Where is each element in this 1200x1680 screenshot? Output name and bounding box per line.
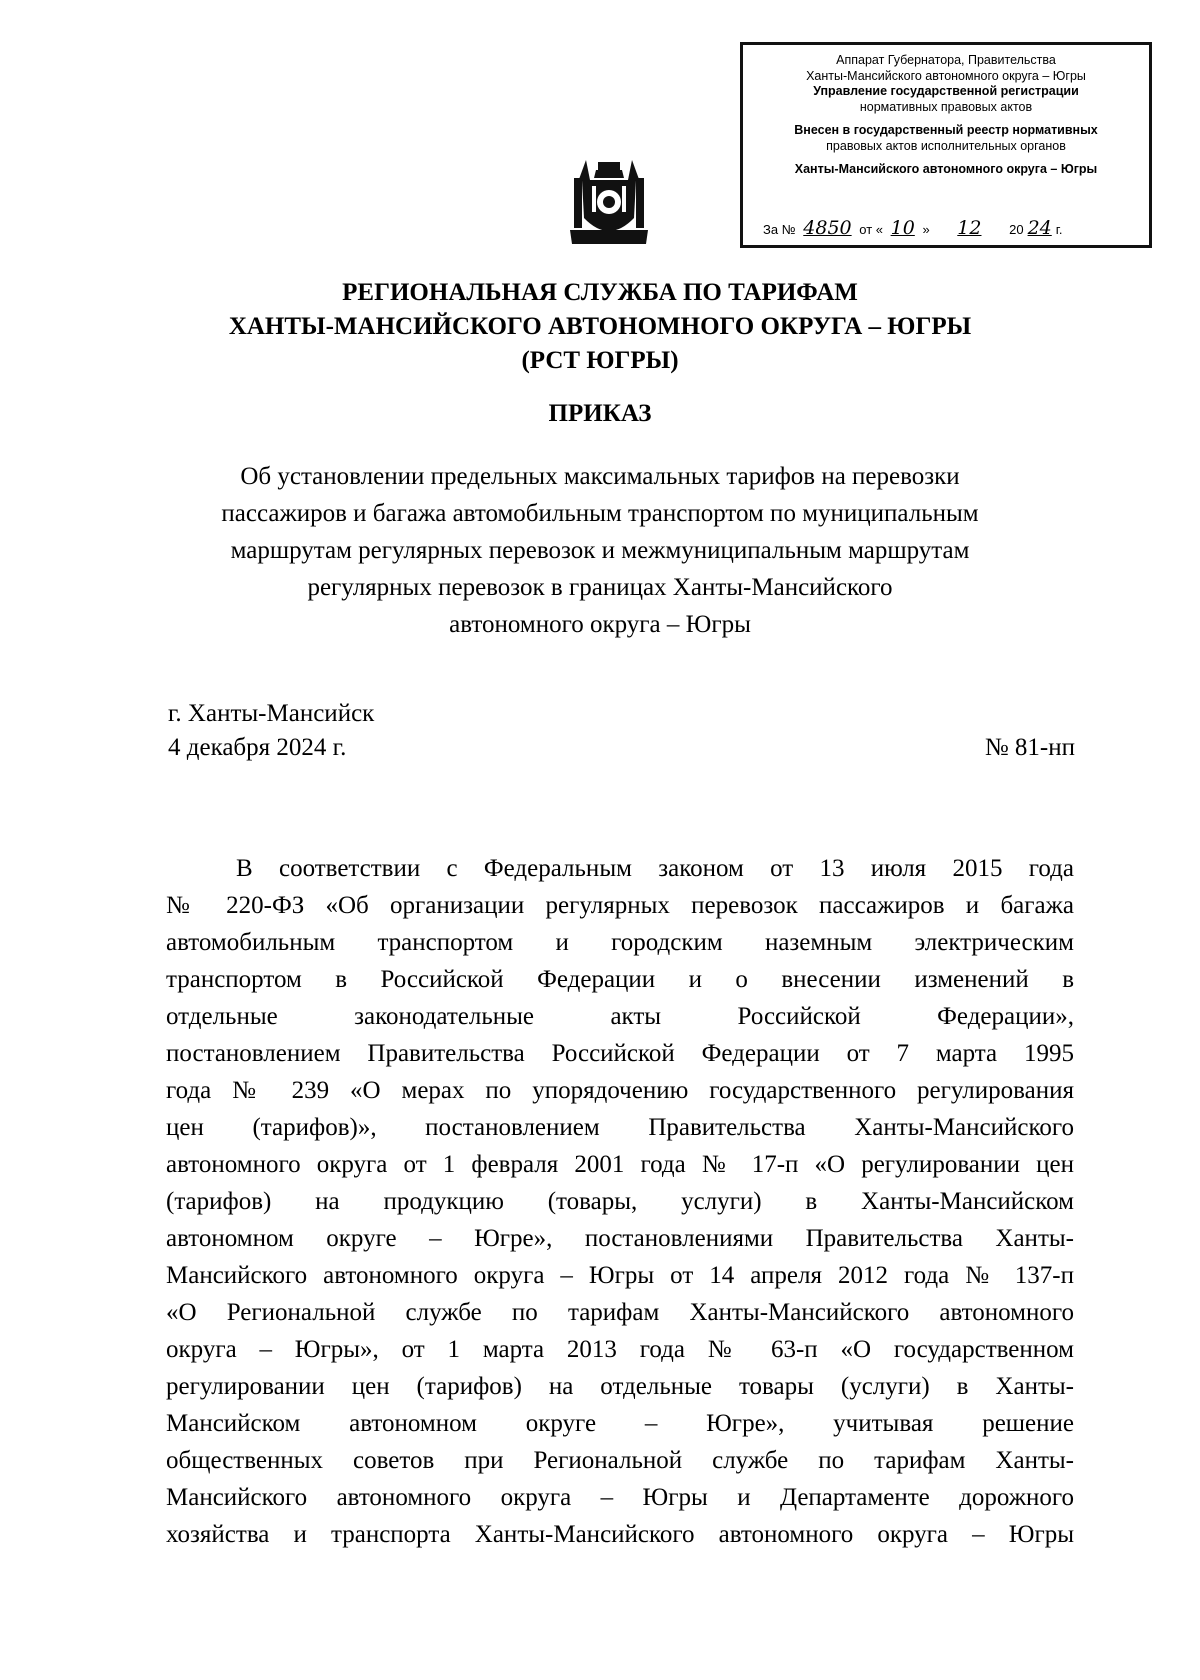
registration-stamp <box>740 42 1152 248</box>
reg-number: 4850 <box>803 216 852 239</box>
stamp-line: Ханты-Мансийского автономного округа – Югры <box>806 68 1086 83</box>
body-line: года № 239 «О мерах по упорядочению государственного регулирования <box>166 1077 1074 1104</box>
body-line: № 220-ФЗ «Об организации регулярных перевозок пассажиров и багажа <box>166 892 1074 919</box>
document-type: ПРИКАЗ <box>548 400 652 427</box>
coat-of-arms-icon <box>568 152 650 248</box>
body-line: Мансийском автономном округе – Югре», учитывая решение <box>166 1410 1074 1437</box>
registration-number-line <box>763 216 1139 239</box>
subject-line: маршрутам регулярных перевозок и межмуниципальным маршрутам <box>230 537 970 564</box>
body-line: Мансийского автономного округа – Югры и Департаменте дорожного <box>166 1484 1074 1511</box>
body-line: отдельные законодательные акты Российской Федерации», <box>166 1003 1074 1030</box>
body-line: В соответствии с Федеральным законом от 13 июля 2015 года <box>236 855 1074 882</box>
body-line: постановлением Правительства Российской Федерации от 7 марта 1995 <box>166 1040 1074 1067</box>
document-subject <box>160 458 1040 643</box>
subject-line: регулярных перевозок в границах Ханты-Мансийского <box>307 574 893 601</box>
subject-line: автономного округа – Югры <box>449 611 751 638</box>
reg-year-suffix: г. <box>1055 221 1063 237</box>
body-line: «О Региональной службе по тарифам Ханты-Мансийского автономного <box>166 1299 1074 1326</box>
body-line: цен (тарифов)», постановлением Правительства Ханты-Мансийского <box>166 1114 1074 1141</box>
reg-day-close: » <box>922 221 930 237</box>
body-line: Мансийского автономного округа – Югры от 14 апреля 2012 года № 137-п <box>166 1262 1074 1289</box>
body-line: (тарифов) на продукцию (товары, услуги) в Ханты-Мансийском <box>166 1188 1074 1215</box>
body-line: округа – Югры», от 1 марта 2013 года № 63-п «О государственном <box>166 1336 1074 1363</box>
body-line: общественных советов при Региональной службе по тарифам Ханты- <box>166 1447 1074 1474</box>
body-line: транспортом в Российской Федерации и о внесении изменений в <box>166 966 1074 993</box>
stamp-line: Управление государственной регистрации <box>813 84 1079 98</box>
reg-month: 12 <box>957 216 982 239</box>
body-line: автомобильным транспортом и городским наземным электрическим <box>166 929 1074 956</box>
org-line: (РСТ ЮГРЫ) <box>521 347 679 374</box>
document-number: № 81-нп <box>984 734 1075 761</box>
stamp-line: Аппарат Губернатора, Правительства <box>836 53 1056 67</box>
body-line: автономного округа от 1 февраля 2001 года № 17-п «О регулировании цен <box>166 1151 1074 1178</box>
body-line: автономном округе – Югре», постановлениями Правительства Ханты- <box>166 1225 1074 1252</box>
reg-from: от « <box>859 221 883 237</box>
stamp-line: нормативных правовых актов <box>859 99 1033 114</box>
reg-prefix: За № <box>763 221 796 237</box>
city: г. Ханты-Мансийск <box>168 700 375 727</box>
body-line: регулировании цен (тарифов) на отдельные товары (услуги) в Ханты- <box>166 1373 1074 1400</box>
document-date: 4 декабря 2024 г. <box>168 734 347 761</box>
organization-title <box>0 276 1200 378</box>
stamp-line: Ханты-Мансийского автономного округа – Югры <box>794 162 1098 176</box>
org-line: ХАНТЫ-МАНСИЙСКОГО АВТОНОМНОГО ОКРУГА – ЮГРЫ <box>228 313 972 340</box>
body-line: хозяйства и транспорта Ханты-Мансийского автономного округа – Югры <box>166 1521 1074 1548</box>
reg-day: 10 <box>890 216 915 239</box>
reg-year-prefix: 20 <box>1009 221 1024 237</box>
subject-line: Об установлении предельных максимальных тарифов на перевозки <box>240 463 960 490</box>
stamp-line: Внесен в государственный реестр нормативных <box>794 123 1098 137</box>
reg-year: 24 <box>1027 216 1052 239</box>
stamp-line: правовых актов исполнительных органов <box>826 138 1066 153</box>
body-text <box>166 850 1074 1553</box>
subject-line: пассажиров и багажа автомобильным транспортом по муниципальным <box>221 500 979 527</box>
org-line: РЕГИОНАЛЬНАЯ СЛУЖБА ПО ТАРИФАМ <box>342 279 858 306</box>
